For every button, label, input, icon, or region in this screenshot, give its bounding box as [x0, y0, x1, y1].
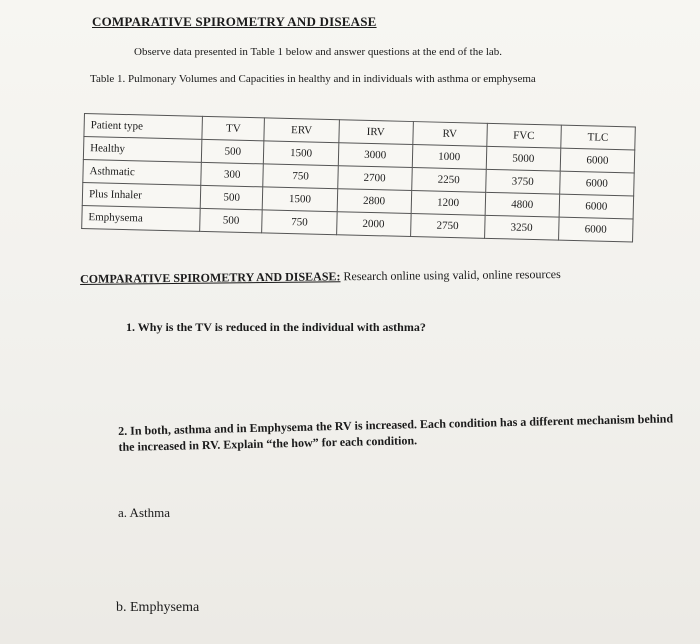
table-cell: Plus Inhaler	[82, 182, 201, 208]
table-cell: 500	[201, 139, 264, 164]
table-cell: Asthmatic	[83, 159, 202, 185]
page-title: COMPARATIVE SPIROMETRY AND DISEASE	[92, 14, 377, 29]
header-cell: IRV	[338, 120, 413, 145]
table-cell: Healthy	[83, 137, 202, 163]
section-text: Research online using valid, online resources	[340, 266, 561, 284]
question-2a-asthma: a. Asthma	[118, 505, 170, 520]
table-cell: 4800	[485, 192, 560, 217]
research-section	[80, 265, 620, 287]
table-cell: 750	[263, 164, 338, 189]
header-cell: ERV	[264, 118, 339, 143]
intro-text: Observe data presented in Table 1 below and answer questions at the end of the lab.	[134, 46, 503, 58]
table-cell: 6000	[559, 194, 634, 219]
table-cell: 300	[201, 162, 264, 187]
table-cell: 3750	[485, 169, 560, 194]
question-2: 2. In both, asthma and in Emphysema the RV is increased. Each condition has a different mechanism behind the increased in RV. Explain “the how” for each condition.	[118, 411, 674, 454]
header-cell: TV	[202, 116, 265, 141]
header-cell: FVC	[487, 123, 562, 148]
table-cell: 500	[200, 208, 263, 233]
table-cell: 6000	[560, 148, 635, 173]
table-cell: 3250	[484, 215, 559, 240]
table-cell: 1500	[264, 141, 339, 166]
table-cell: Emphysema	[82, 205, 201, 231]
table-cell: 750	[262, 210, 337, 235]
header-cell: Patient type	[84, 114, 203, 140]
section-heading: COMPARATIVE SPIROMETRY AND DISEASE:	[80, 269, 341, 286]
table-cell: 500	[200, 185, 263, 210]
table-cell: 6000	[558, 217, 633, 242]
table-cell: 2700	[337, 166, 412, 191]
table-cell: 1000	[412, 145, 487, 170]
header-cell: RV	[412, 122, 487, 147]
question-1: 1. Why is the TV is reduced in the individual with asthma?	[126, 320, 426, 334]
spirometry-table	[81, 113, 636, 242]
table-cell: 1200	[411, 191, 486, 216]
question-2b-emphysema: b. Emphysema	[116, 600, 200, 615]
table-cell: 2250	[411, 168, 486, 193]
table-cell: 1500	[263, 187, 338, 212]
table-cell: 6000	[559, 171, 634, 196]
table-cell: 5000	[486, 146, 561, 171]
table-cell: 2800	[337, 189, 412, 214]
table-caption: Table 1. Pulmonary Volumes and Capacities in healthy and in individuals with asthma or emphysema	[90, 73, 536, 85]
table-cell: 3000	[338, 143, 413, 168]
table-cell: 2750	[410, 214, 485, 239]
header-cell: TLC	[561, 125, 636, 150]
table-cell: 2000	[336, 212, 411, 237]
